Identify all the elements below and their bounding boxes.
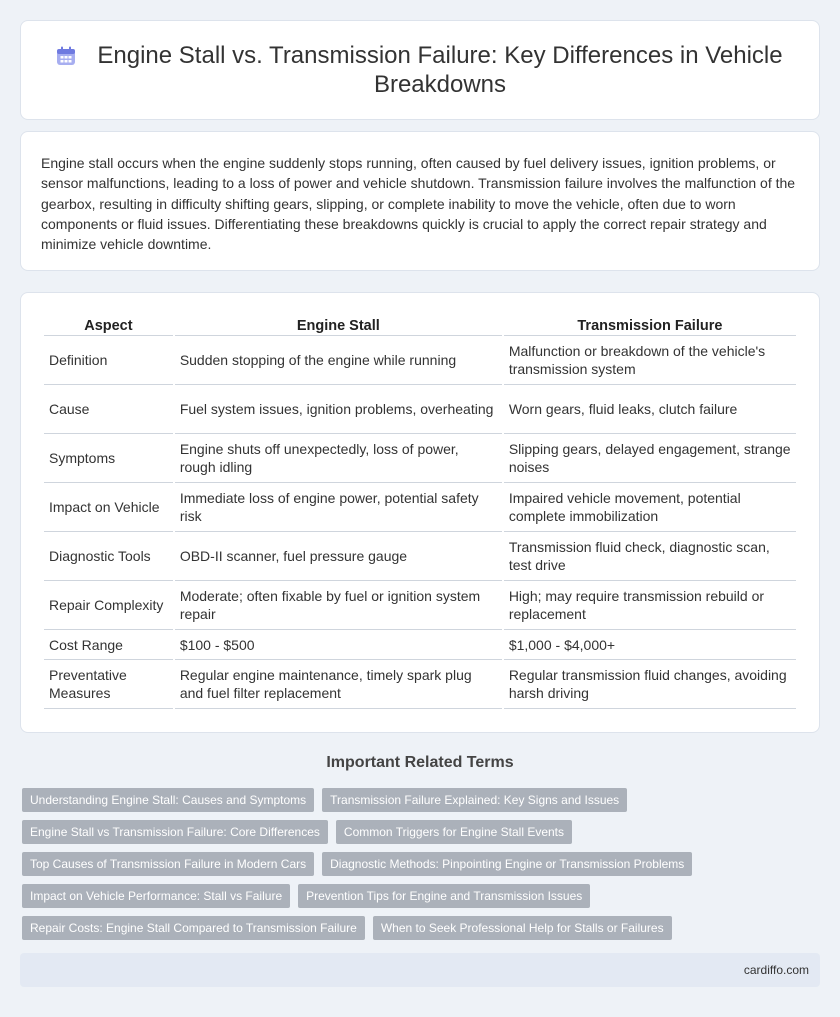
row-engine-stall: Immediate loss of engine power, potential safety risk xyxy=(175,483,502,532)
row-transmission-failure: Impaired vehicle movement, potential complete immobilization xyxy=(504,483,796,532)
row-engine-stall: $100 - $500 xyxy=(175,630,502,660)
related-term-tag[interactable]: Understanding Engine Stall: Causes and Symptoms xyxy=(22,788,314,812)
related-term-tag[interactable]: Prevention Tips for Engine and Transmission Issues xyxy=(298,884,590,908)
row-engine-stall: Regular engine maintenance, timely spark plug and fuel filter replacement xyxy=(175,660,502,709)
table-row xyxy=(44,630,796,660)
header-engine-stall: Engine Stall xyxy=(175,312,502,336)
related-term-tag[interactable]: Repair Costs: Engine Stall Compared to Transmission Failure xyxy=(22,916,365,940)
related-terms-title: Important Related Terms xyxy=(326,754,514,771)
related-term-tag[interactable]: Diagnostic Methods: Pinpointing Engine or Transmission Problems xyxy=(322,852,692,876)
row-transmission-failure: $1,000 - $4,000+ xyxy=(504,630,796,660)
table-header-row xyxy=(44,312,796,336)
row-engine-stall: Moderate; often fixable by fuel or ignition system repair xyxy=(175,581,502,630)
related-term-tag[interactable]: Common Triggers for Engine Stall Events xyxy=(336,820,572,844)
header-aspect: Aspect xyxy=(44,312,173,336)
table-row xyxy=(44,581,796,630)
calendar-icon xyxy=(55,45,77,67)
header-transmission-failure: Transmission Failure xyxy=(504,312,796,336)
row-aspect: Cost Range xyxy=(44,630,173,660)
intro-paragraph: Engine stall occurs when the engine suddenly stops running, often caused by fuel delivery issues, ignition problems, or sensor malfunctions, leading to a loss of power and vehicle shutdown. Transmission failure involves the malfunction of the gearbox, resulting in difficulty shifting gears, slipping, or complete inability to move the vehicle, often due to worn components or fluid issues. Differentiating these breakdowns quickly is crucial to apply the correct repair strategy and minimize vehicle downtime. xyxy=(41,155,796,253)
row-transmission-failure: Transmission fluid check, diagnostic scan, test drive xyxy=(504,532,796,581)
table-row xyxy=(44,660,796,709)
row-transmission-failure: Slipping gears, delayed engagement, strange noises xyxy=(504,434,796,483)
row-aspect: Preventative Measures xyxy=(44,660,173,709)
row-engine-stall: Sudden stopping of the engine while running xyxy=(175,336,502,385)
row-aspect: Repair Complexity xyxy=(44,581,173,630)
row-aspect: Symptoms xyxy=(44,434,173,483)
related-term-tag[interactable]: Impact on Vehicle Performance: Stall vs Failure xyxy=(22,884,290,908)
table-row xyxy=(44,336,796,385)
row-engine-stall: Fuel system issues, ignition problems, overheating xyxy=(175,385,502,434)
related-terms-list xyxy=(22,788,818,940)
row-aspect: Impact on Vehicle xyxy=(44,483,173,532)
header-card xyxy=(20,20,820,120)
table-row xyxy=(44,385,796,434)
row-aspect: Cause xyxy=(44,385,173,434)
intro-card xyxy=(20,131,820,271)
table-row xyxy=(44,532,796,581)
footer-site-link[interactable]: cardiffo.com xyxy=(743,963,809,977)
row-transmission-failure: Regular transmission fluid changes, avoiding harsh driving xyxy=(504,660,796,709)
row-transmission-failure: Worn gears, fluid leaks, clutch failure xyxy=(504,385,796,434)
row-engine-stall: OBD-II scanner, fuel pressure gauge xyxy=(175,532,502,581)
row-transmission-failure: Malfunction or breakdown of the vehicle's transmission system xyxy=(504,336,796,385)
row-aspect: Diagnostic Tools xyxy=(44,532,173,581)
table-row xyxy=(44,434,796,483)
row-engine-stall: Engine shuts off unexpectedly, loss of power, rough idling xyxy=(175,434,502,483)
related-term-tag[interactable]: Top Causes of Transmission Failure in Modern Cars xyxy=(22,852,314,876)
comparison-table xyxy=(42,312,798,709)
comparison-table-card xyxy=(20,292,820,733)
related-term-tag[interactable]: When to Seek Professional Help for Stalls or Failures xyxy=(373,916,672,940)
footer xyxy=(20,953,820,987)
row-transmission-failure: High; may require transmission rebuild or replacement xyxy=(504,581,796,630)
related-term-tag[interactable]: Transmission Failure Explained: Key Signs and Issues xyxy=(322,788,627,812)
page-title: Engine Stall vs. Transmission Failure: Key Differences in Vehicle Breakdowns xyxy=(97,42,783,98)
row-aspect: Definition xyxy=(44,336,173,385)
related-term-tag[interactable]: Engine Stall vs Transmission Failure: Core Differences xyxy=(22,820,328,844)
table-row xyxy=(44,483,796,532)
